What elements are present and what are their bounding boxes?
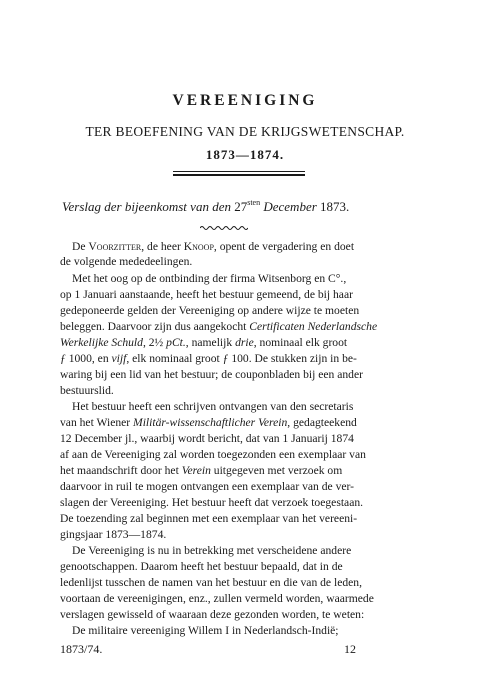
text-line: ledenlijst tusschen de namen van het bestuur en die van de leden, xyxy=(60,576,362,589)
meeting-year: 1873. xyxy=(320,199,350,214)
text-line: de volgende mededeelingen. xyxy=(60,255,193,268)
text-line: De Vereeniging is nu in betrekking met verscheidene andere xyxy=(72,544,352,557)
text-line: van het Wiener Militär-wissenschaftlicher Verein, gedagteekend xyxy=(60,416,357,429)
meeting-heading xyxy=(62,198,349,215)
text-line: waring bij een lid van het bestuur; de couponbladen bij een ander xyxy=(60,368,363,381)
signature-number: 12 xyxy=(344,642,356,656)
text-line: slagen der Vereeniging. Het bestuur heeft dat verzoek toegestaan. xyxy=(60,496,364,509)
text-line: voortaan de vereenigingen, enz., zullen vermeld worden, waarmede xyxy=(60,592,374,605)
wavy-ornament xyxy=(200,225,248,231)
text-line: Met het oog op de ontbinding der firma Witsenborg en C°., xyxy=(72,272,347,285)
text-line: De Voorzitter, de heer Knoop, opent de vergadering en doet xyxy=(72,240,355,253)
text-line: 12 December jl., waarbij wordt bericht, dat van 1 Januarij 1874 xyxy=(60,432,354,445)
society-subtitle: TER BEOEFENING VAN DE KRIJGSWETENSCHAP. xyxy=(85,124,405,139)
text-line: op 1 Januari aanstaande, heeft het bestuur gemeend, de bij haar xyxy=(60,288,353,301)
text-line: gingsjaar 1873—1874. xyxy=(60,528,167,541)
text-line: af aan de Vereeniging zal worden toegezonden een exemplaar van xyxy=(60,448,366,461)
year-range: 1873—1874. xyxy=(205,147,285,162)
text-line: het maandschrift door het Verein uitgegeven met verzoek om xyxy=(60,464,343,477)
text-line: ƒ 1000, en vijf, elk nominaal groot ƒ 100. De stukken zijn in be- xyxy=(60,352,357,365)
signature-mark: 1873/74. xyxy=(60,642,103,656)
meeting-month: December xyxy=(263,199,317,214)
text-line: Werkelijke Schuld, 2½ pCt., namelijk drie, nominaal elk groot xyxy=(60,336,348,349)
society-title: VEREENIGING xyxy=(172,92,318,109)
text-line: daarvoor in ruil te mogen ontvangen een exemplaar van de ver- xyxy=(60,480,354,493)
text-line: Het bestuur heeft een schrijven ontvangen van den secretaris xyxy=(72,400,354,413)
text-line: bestuurslid. xyxy=(60,384,114,397)
text-line: De toezending zal beginnen met een exemplaar van het vereeni- xyxy=(60,512,358,525)
thick-rule xyxy=(173,174,305,176)
text-line: gedeponeerde gelden der Vereeniging op andere wijze te moeten xyxy=(60,304,360,317)
text-line: beleggen. Daarvoor zijn dus aangekocht Certificaten Nederlandsche xyxy=(60,320,378,333)
meeting-prefix: Verslag der bijeenkomst van den xyxy=(62,199,231,214)
text-line: De militaire vereeniging Willem I in Nederlandsch-Indië; xyxy=(72,624,339,637)
meeting-day: $27^{sten}$ xyxy=(234,198,261,214)
thin-rule xyxy=(173,171,305,172)
text-line: verslagen gewisseld of waaraan deze gezonden worden, te weten: xyxy=(60,608,365,621)
text-line: genootschappen. Daarom heeft het bestuur bepaald, dat in de xyxy=(60,560,343,573)
